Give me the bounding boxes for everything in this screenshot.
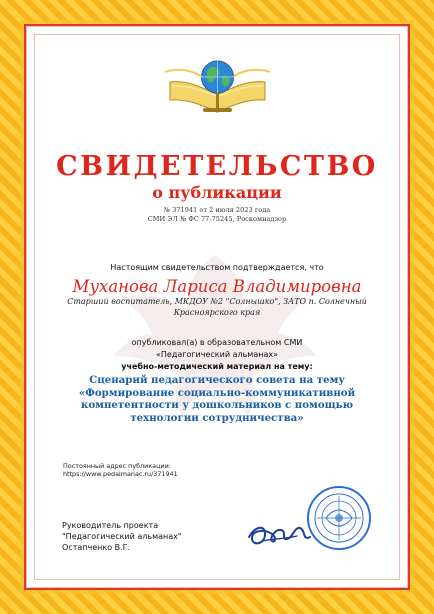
confirmation-text: Настоящим свидетельством подтверждается, что (110, 263, 324, 272)
signer-org: "Педагогический альманах" (62, 532, 182, 541)
signer-block (62, 520, 182, 553)
material-type: учебно-методический материал на тему: (121, 362, 313, 371)
stamp-icon (305, 484, 373, 552)
certificate-subtitle: о публикации (152, 183, 282, 202)
published-text: опубликовал(а) в образовательном СМИ (131, 338, 303, 347)
signer-role: Руководитель проекта (62, 521, 159, 530)
person-name: Муханова Лариса Владимировна (72, 277, 362, 296)
publication-topic: Сценарий педагогического совета на тему «Формирование социально-коммуникативной компетентности у дошкольников с помощью технологии сотрудничества» (78, 374, 356, 425)
person-position: Старший воспитатель, МКДОУ №2 "Солнышко", ЗАТО п. Солнечный Красноярского края (67, 297, 367, 317)
smi-name: «Педагогический альманах» (155, 350, 278, 359)
publication-address: https://www.pedalmanac.ru/371941 (63, 470, 178, 478)
globe-emblem-icon (160, 52, 275, 122)
smi-registration: СМИ ЭЛ № ФС 77-75245, Роскомнадзор (147, 215, 287, 223)
certificate-title: СВИДЕТЕЛЬСТВО (56, 151, 378, 182)
signature-icon (244, 515, 314, 555)
address-label: Постоянный адрес публикации: (63, 462, 171, 470)
registration-number: № 371941 от 2 июля 2023 года (163, 206, 271, 214)
signer-name: Остапченко В.Г. (62, 543, 131, 552)
